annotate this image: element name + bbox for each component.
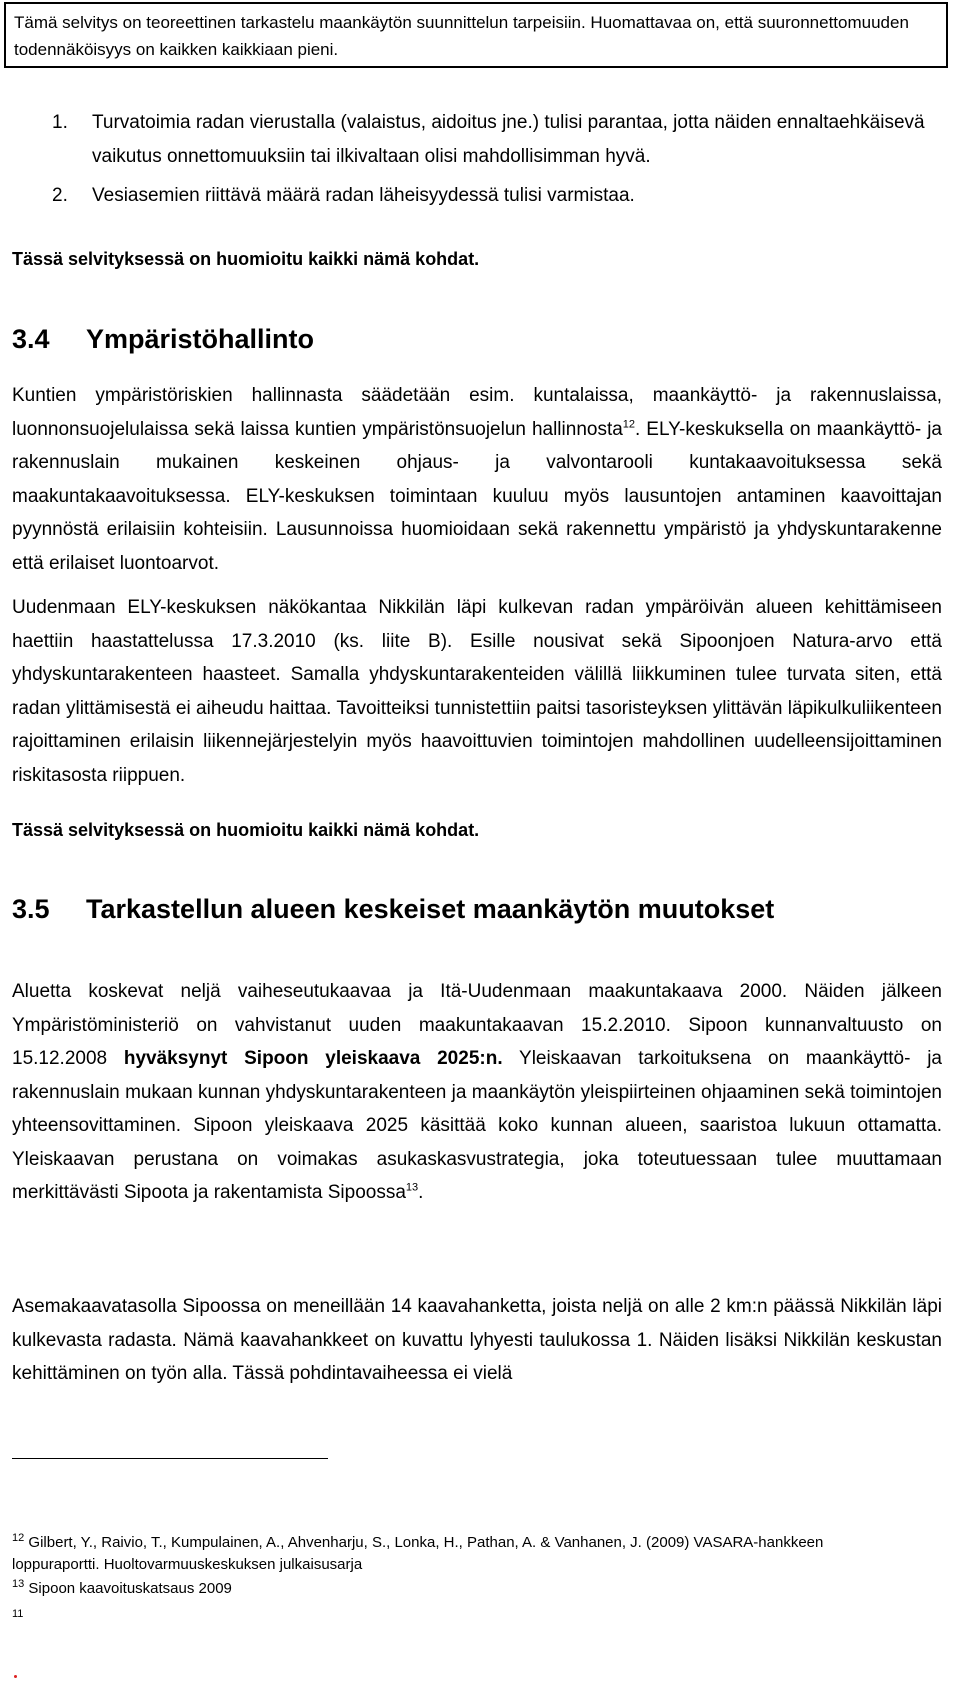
paragraph-text: Yleiskaavan tarkoituksena on maankäyttö- ja rakennuslain mukaan kunnan yhdyskuntarakenteen ja maankäytön yleispiirteinen ohjaaminen sekä toimintojen yhteensovittaminen. Sipoon yleiskaava 2025 käsittää koko kunnan alueen, saaristoa lukuun ottamatta. Yleiskaavan perustana on voimakas asukaskasvustrategia, joka toteutuessaan tulee muuttamaan merkittävästi Sipoota ja rakentamista Sipoossa [12,1048,942,1203]
paragraph-land-use-plans [12,975,942,1210]
section-title: Ympäristöhallinto [86,324,315,354]
footnote-text: Gilbert, Y., Raivio, T., Kumpulainen, A., Ahvenharju, S., Lonka, H., Pathan, A. & Vanhanen, J. (2009) VASARA-hankkeen loppuraportti. Huoltovarmuuskeskuksen julkaisusarja [12,1534,824,1573]
paragraph-ely-interview: Uudenmaan ELY-keskuksen näkökantaa Nikkilän läpi kulkevan radan ympäröivän alueen kehittämiseen haettiin haastattelussa 17.3.2010 (ks. liite B). Esille nousivat sekä Sipoonjoen Natura-arvo että yhdyskuntarakenteen haasteet. Samalla yhdyskuntarakenteiden välillä liikkuminen tulee turvata siten, että radan ylittämisestä ei aiheudu haittaa. Tavoitteiksi tunnistettiin paitsi tasoristeyksen ylittävän läpikulkuliikenteen rajoittaminen erilaisin liikennejärjestelyin myös haavoittuvien toimintojen mahdollinen uudelleensijoittaminen riskitasosta riippuen. [12,597,942,786]
paragraph-detailed-plans: Asemakaavatasolla Sipoossa on meneillään 14 kaavahanketta, joista neljä on alle 2 km:n päässä Nikkilän läpi kulkevasta radasta. Nämä kaavahankkeet on kuvattu lyhyesti taulukossa 1. Näiden lisäksi Nikkilän keskustan kehittäminen on työn alla. Tässä pohdintavaiheessa ei vielä [12,1296,942,1384]
section-number: 3.5 [12,894,50,924]
intro-notice-box: Tämä selvitys on teoreettinen tarkastelu maankäytön suunnittelun tarpeisiin. Huomattavaa on, että suuronnettomuuden todennäköisyys on kaikken kaikkiaan pieni. [4,2,948,68]
paragraph-text: . [418,1182,424,1203]
footnote-text: Sipoon kaavoituskatsaus 2009 [28,1580,232,1597]
list-number: 2. [52,185,68,206]
numbered-list [52,106,944,213]
section-title: Tarkastellun alueen keskeiset maankäytön muutokset [86,894,775,924]
footnote-ref-13: 13 [405,1181,419,1194]
paragraph-text: Kuntien ympäristöriskien hallinnasta säädetään esim. kuntalaissa, maankäyttö- ja rakennuslaissa, luonnonsuojelulaissa sekä laissa kuntien ympäristönsuojelun hallinnosta [12,385,942,440]
list-text: Vesiasemien riittävä määrä radan läheisyydessä tulisi varmistaa. [92,185,635,206]
note-all-points-considered: Tässä selvityksessä on huomioitu kaikki nämä kohdat. [12,820,480,840]
footnote-12 [12,1532,912,1576]
page-number: 11 [12,1608,24,1620]
footnote-13 [12,1578,912,1600]
footnote-number: 13 [12,1578,25,1590]
paragraph-environmental-administration [12,379,942,580]
list-item [52,106,944,173]
paragraph-text: Aluetta koskevat neljä vaiheseutukaavaa ja Itä-Uudenmaan maakuntakaava 2000. Näiden jälkeen Ympäristöministeriö on vahvistanut uuden maakuntakaavan 15.2.2010. Sipoon kunnanvaltuusto on 15.12.2008 [12,981,942,1069]
bold-text: hyväksynyt Sipoon yleiskaava 2025:n. [123,1048,503,1069]
note-all-points-considered: Tässä selvityksessä on huomioitu kaikki nämä kohdat. [12,249,480,269]
footnote-separator [12,1458,328,1459]
list-text: Turvatoimia radan vierustalla (valaistus, aidoitus jne.) tulisi parantaa, jotta näiden ennaltaehkäisevä vaikutus onnettomuuksiin tai ilkivaltaan olisi mahdollisimman hyvä. [92,112,925,167]
section-number: 3.4 [12,324,50,354]
red-dot-mark [14,1675,17,1678]
paragraph-text: . ELY-keskuksella on maankäyttö- ja rakennuslain mukainen keskeinen ohjaus- ja valvontarooli kuntakaavoituksessa sekä maakuntakaavoituksessa. ELY-keskuksen toimintaan kuuluu myös lausuntojen antaminen kaavoittajan pyynnöstä erilaisiin kohteisiin. Lausunnoissa huomioidaan sekä rakennettu ympäristö ja yhdyskuntarakenne että erilaiset luontoarvot. [12,418,942,574]
list-number: 1. [52,112,68,133]
section-heading-3-4 [12,322,314,356]
footnote-ref-12: 12 [622,418,636,431]
list-item [52,179,944,213]
section-heading-3-5 [12,892,774,926]
footnote-number: 12 [12,1532,25,1544]
